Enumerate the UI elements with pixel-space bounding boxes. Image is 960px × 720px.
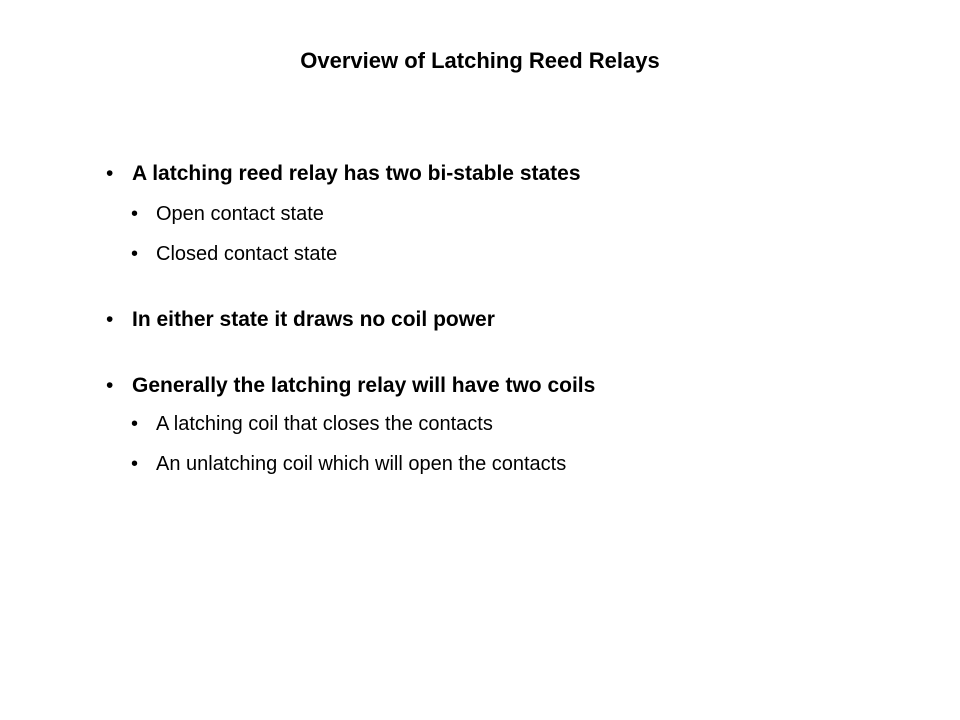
sub-bullet-item <box>131 201 324 227</box>
bullet-dot-icon: • <box>106 162 114 185</box>
sub-bullet-item <box>131 451 567 477</box>
bullet-text: In either state it draws no coil power <box>132 308 495 331</box>
bullet-dot-icon: • <box>131 413 139 435</box>
sub-bullet-text: Open contact state <box>156 203 324 225</box>
slide-title: Overview of Latching Reed Relays <box>300 48 660 73</box>
bullet-dot-icon: • <box>131 243 139 265</box>
sub-bullet-text: A latching coil that closes the contacts <box>156 413 493 435</box>
bullet-dot-icon: • <box>131 203 139 225</box>
sub-bullet-text: Closed contact state <box>156 243 338 265</box>
bullet-dot-icon: • <box>106 308 114 331</box>
bullet-item <box>106 373 596 399</box>
sub-bullet-item <box>131 411 493 437</box>
bullet-dot-icon: • <box>106 374 114 397</box>
bullet-text: A latching reed relay has two bi-stable states <box>132 162 581 185</box>
sub-bullet-item <box>131 241 338 267</box>
bullet-item <box>106 307 495 333</box>
bullet-dot-icon: • <box>131 453 139 475</box>
sub-bullet-text: An unlatching coil which will open the contacts <box>156 453 567 475</box>
bullet-item <box>106 161 581 187</box>
bullet-text: Generally the latching relay will have two coils <box>132 374 596 397</box>
